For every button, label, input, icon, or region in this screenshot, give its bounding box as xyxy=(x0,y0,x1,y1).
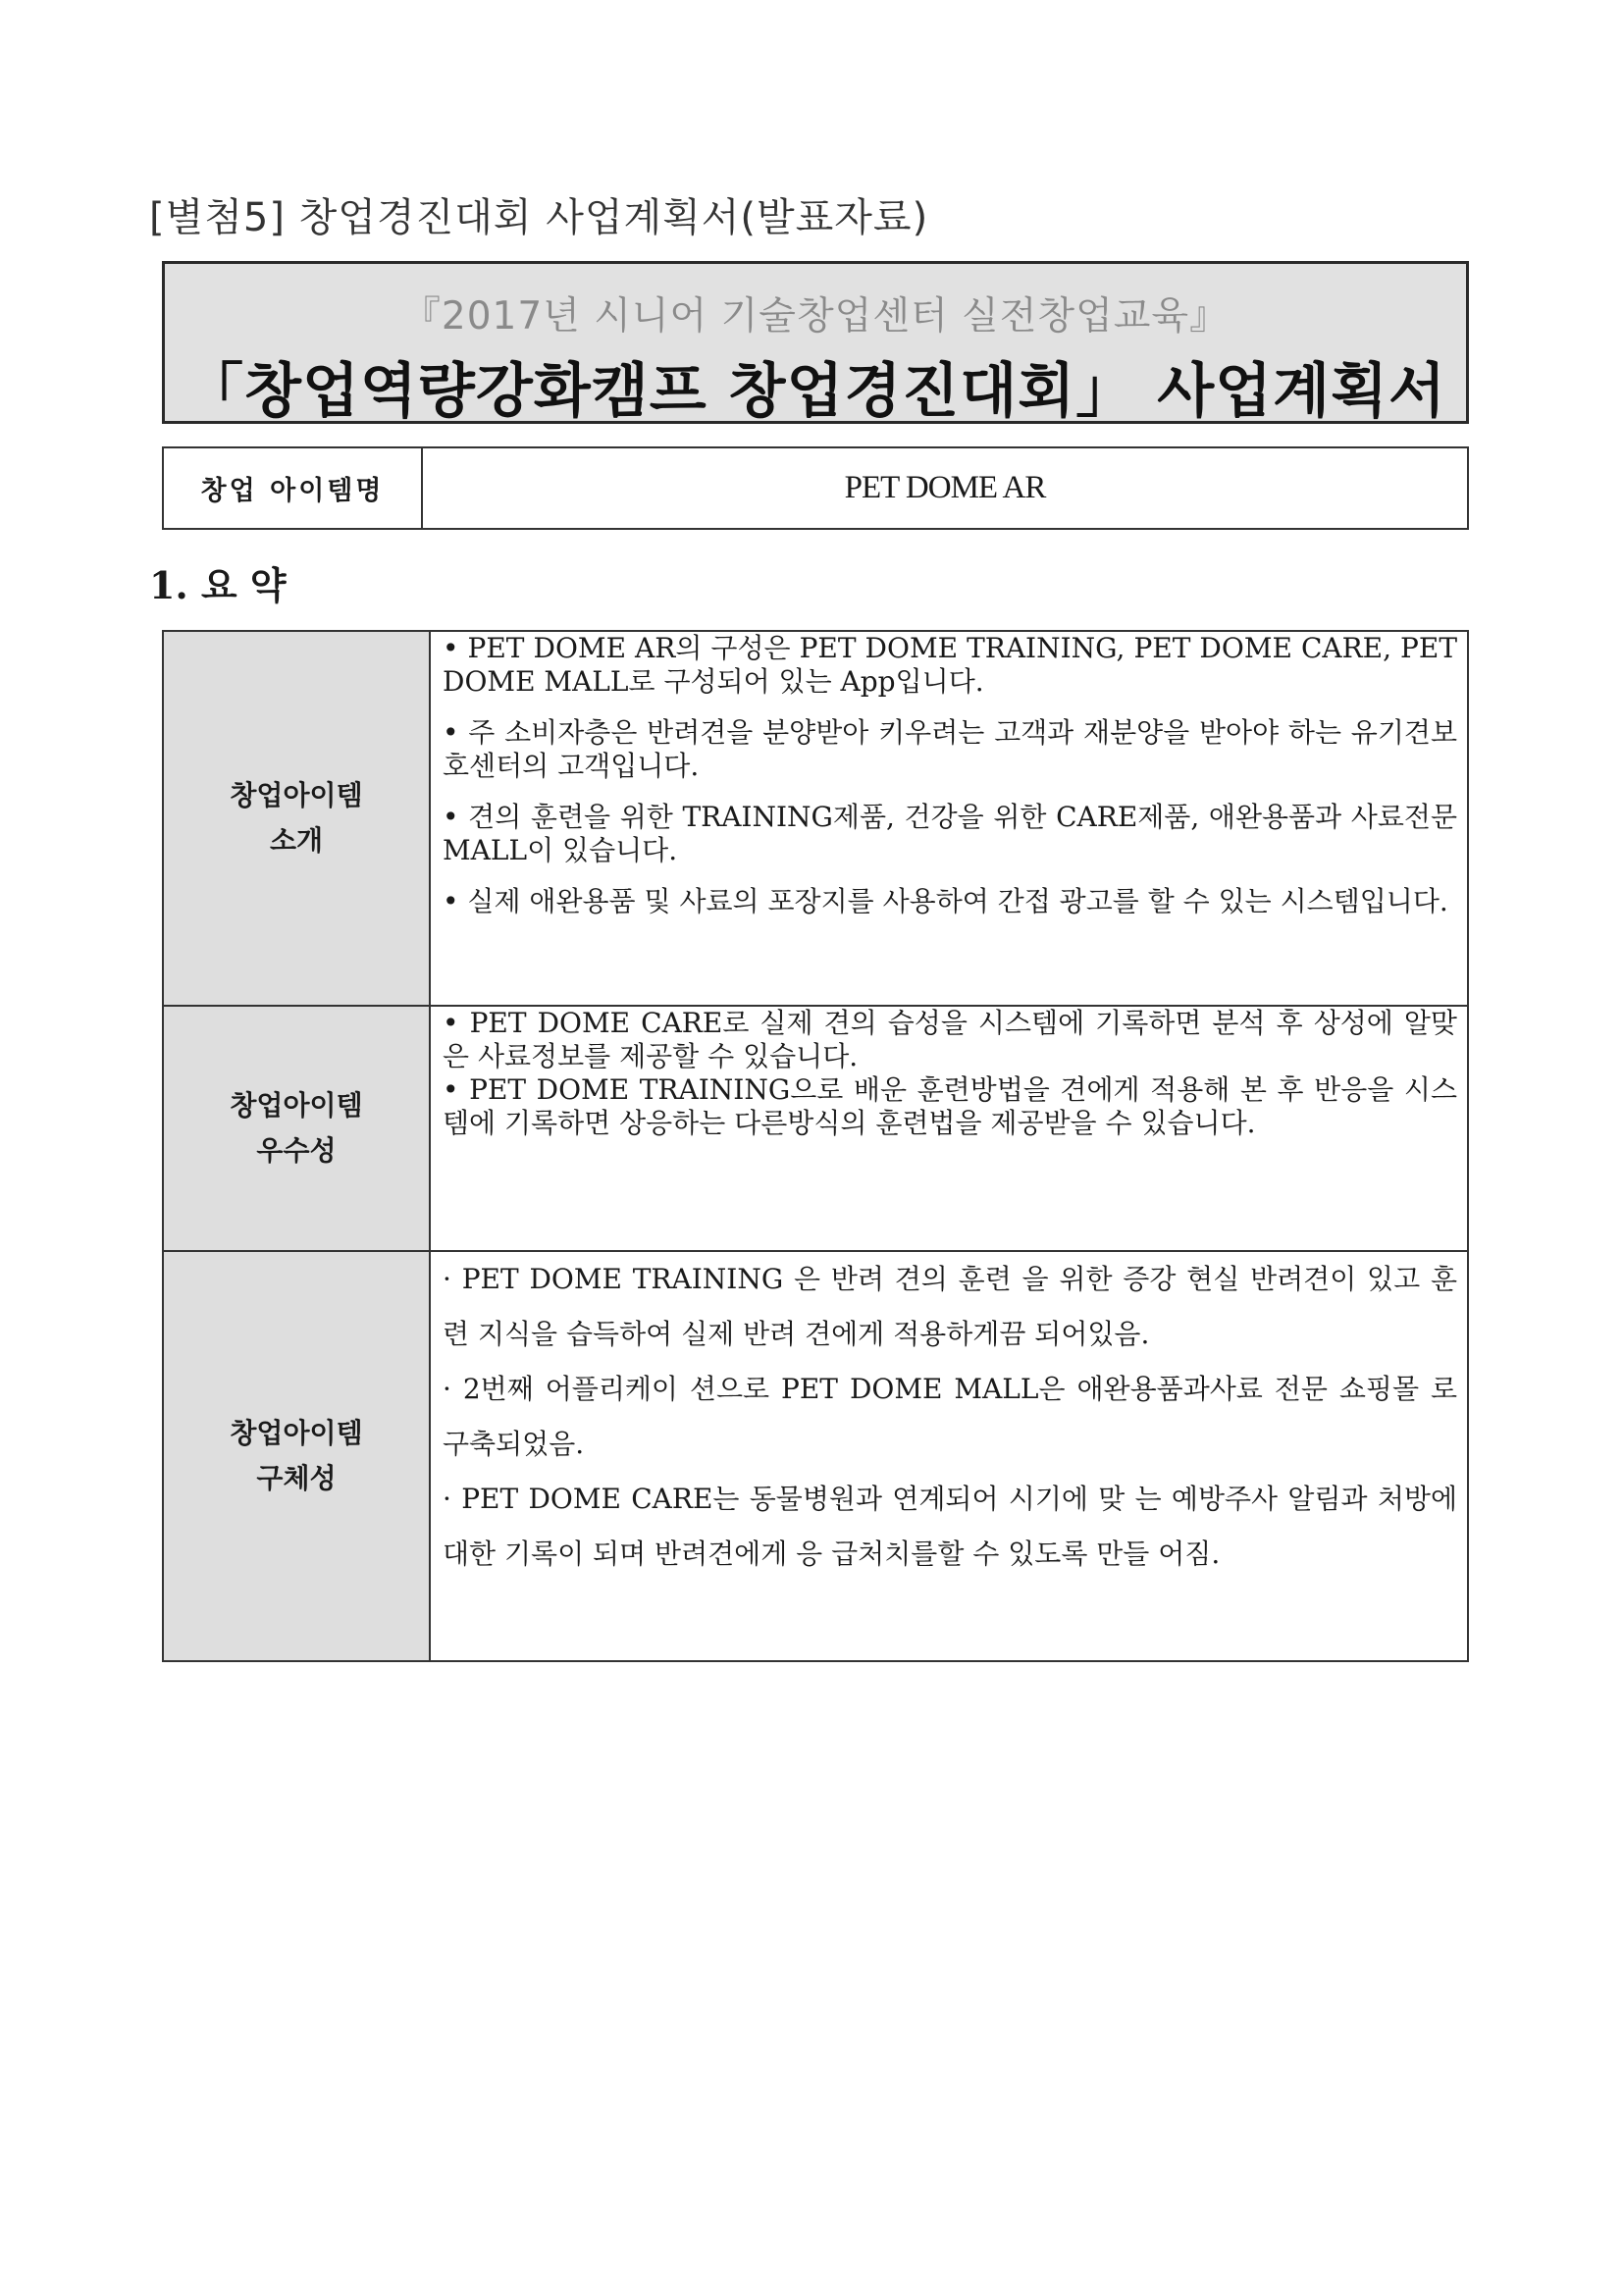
row-label xyxy=(163,1251,430,1661)
content-paragraph: • 실제 애완용품 및 사료의 포장지를 사용하여 간접 광고를 할 수 있는 시스템입니다. xyxy=(443,885,1448,917)
row-label xyxy=(163,631,430,1006)
row-content xyxy=(430,1006,1468,1251)
content-paragraph: · PET DOME TRAINING 은 반려 견의 훈련 을 위한 증강 현실 반려견이 있고 훈련 지식을 습득하여 실제 반려 견에게 적용하게끔 되어있음. xyxy=(443,1263,1457,1350)
content-paragraph: • PET DOME TRAINING으로 배운 훈련방법을 견에게 적용해 본 후 반응을 시스템에 기록하면 상응하는 다른방식의 훈련법을 제공받을 수 있습니다. xyxy=(443,1073,1457,1139)
item-name-table xyxy=(162,446,1469,530)
row-label-line1: 창업아이템 xyxy=(230,779,363,811)
title-box xyxy=(162,261,1469,424)
row-label xyxy=(163,1006,430,1251)
content-paragraph: • 견의 훈련을 위한 TRAINING제품, 건강을 위한 CARE제품, 애완용품과 사료전문 MALL이 있습니다. xyxy=(443,801,1457,866)
content-paragraph: • 주 소비자층은 반려견을 분양받아 키우려는 고객과 재분양을 받아야 하는 유기견보호센터의 고객입니다. xyxy=(443,716,1457,782)
row-content xyxy=(430,631,1468,1006)
content-paragraph: • PET DOME AR의 구성은 PET DOME TRAINING, PET DOME CARE, PET DOME MALL로 구성되어 있는 App입니다. xyxy=(443,632,1457,698)
content-paragraph: • PET DOME CARE로 실제 견의 습성을 시스템에 기록하면 분석 후 상성에 알맞은 사료정보를 제공할 수 있습니다. xyxy=(443,1007,1457,1072)
attachment-title: [별첨5] 창업경진대회 사업계획서(발표자료) xyxy=(149,195,929,240)
row-content xyxy=(430,1251,1468,1661)
row-label-line2: 구체성 xyxy=(256,1462,337,1494)
row-label-line1: 창업아이템 xyxy=(230,1417,363,1449)
summary-row-excellence xyxy=(163,1006,1468,1251)
item-name-label: 창업 아이템명 xyxy=(163,447,422,529)
row-label-line1: 창업아이템 xyxy=(230,1089,363,1122)
content-paragraph: · 2번째 어플리케이 션으로 PET DOME MALL은 애완용품과사료 전문 쇼핑몰 로 구축되었음. xyxy=(443,1373,1457,1460)
section-heading: 1. 요 약 xyxy=(149,563,287,607)
row-label-line2: 우수성 xyxy=(256,1134,337,1167)
item-name-row xyxy=(163,447,1468,529)
document-title: 「창업역량강화캠프 창업경진대회」 사업계획서 xyxy=(183,357,1447,426)
item-name-value: PET DOME AR xyxy=(422,447,1468,529)
summary-row-introduction xyxy=(163,631,1468,1006)
summary-table xyxy=(162,630,1469,1662)
summary-row-concreteness xyxy=(163,1251,1468,1661)
content-paragraph: · PET DOME CARE는 동물병원과 연계되어 시기에 맞 는 예방주사 알림과 처방에 대한 기록이 되며 반려견에게 응 급처치를할 수 있도록 만들 어짐. xyxy=(443,1483,1457,1570)
document-subtitle: 『2017년 시니어 기술창업센터 실전창업교육』 xyxy=(401,294,1230,339)
row-label-line2: 소개 xyxy=(269,824,324,857)
